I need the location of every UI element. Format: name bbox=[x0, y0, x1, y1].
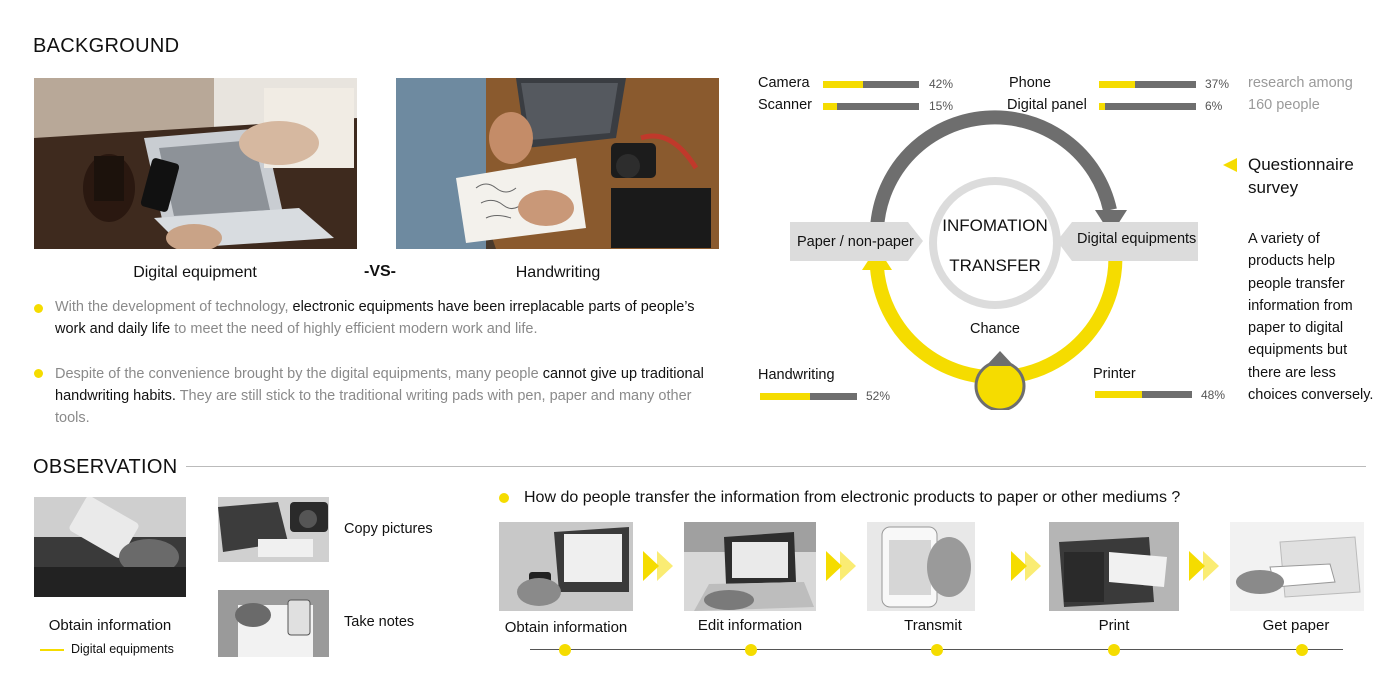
survey-title-1: Questionnaire bbox=[1248, 155, 1354, 174]
center-ring bbox=[933, 181, 1057, 305]
stat-label-phone: Phone bbox=[1009, 75, 1051, 91]
survey-pointer-icon bbox=[1222, 157, 1238, 173]
survey-line: there are less bbox=[1248, 364, 1336, 381]
survey-line: A variety of bbox=[1248, 231, 1320, 247]
digital-equipment-caption: Digital equipment bbox=[133, 264, 257, 281]
printer-stat-pct: 48% bbox=[1201, 388, 1226, 402]
survey-title-2: survey bbox=[1248, 178, 1299, 197]
background-paragraph-2 bbox=[55, 363, 715, 429]
chance-label: Chance bbox=[970, 321, 1020, 337]
handwriting-photo bbox=[396, 78, 719, 249]
survey-line: choices conversely. bbox=[1248, 387, 1374, 404]
stat-label-scanner: Scanner bbox=[758, 97, 813, 113]
handwriting-stat-bar bbox=[760, 393, 857, 400]
stat-bar-phone bbox=[1099, 81, 1196, 88]
printer-stat-bar bbox=[1095, 391, 1192, 398]
bullet-dot bbox=[34, 369, 43, 378]
survey-line: paper to digital bbox=[1248, 320, 1344, 337]
stat-pct-digital-panel: 6% bbox=[1205, 99, 1223, 113]
legend-line bbox=[40, 649, 64, 651]
step-label-get-paper: Get paper bbox=[1262, 617, 1330, 634]
digital-tag-label: Digital equipments bbox=[1077, 231, 1197, 247]
paragraph-highlight: cannot give up traditional handwriting habits. bbox=[55, 366, 704, 404]
bullet-dot bbox=[34, 304, 43, 313]
handwriting-stat-pct: 52% bbox=[866, 389, 891, 403]
handwriting-stat-label: Handwriting bbox=[758, 367, 835, 383]
copy-pictures-label: Copy pictures bbox=[344, 521, 433, 537]
step-arrow-icon bbox=[643, 551, 681, 581]
paragraph-text: Despite of the convenience brought by the digital equipments, many people bbox=[55, 366, 543, 382]
stat-label-digital-panel: Digital panel bbox=[1007, 97, 1087, 113]
take-notes-photo bbox=[218, 590, 329, 657]
timeline-dot bbox=[1108, 644, 1120, 656]
observation-divider bbox=[186, 466, 1366, 467]
paragraph-text: With the development of technology, bbox=[55, 299, 293, 315]
survey-line: products help bbox=[1248, 253, 1336, 270]
step-image-transmit bbox=[867, 522, 975, 611]
take-notes-label: Take notes bbox=[344, 614, 415, 630]
legend-label: Digital equipments bbox=[71, 642, 174, 656]
survey-line: information from bbox=[1248, 297, 1353, 314]
paragraph-highlight: electronic equipments have been irreplacable parts of people’s work and daily life bbox=[55, 299, 695, 337]
digital-equipment-photo bbox=[34, 78, 357, 249]
center-title-1: INFOMATION bbox=[942, 216, 1048, 235]
survey-line: equipments but bbox=[1248, 342, 1348, 359]
step-label-obtain: Obtain information bbox=[504, 619, 628, 636]
step-image-obtain bbox=[499, 522, 633, 611]
vs-label: -VS- bbox=[364, 263, 396, 280]
stat-label-camera: Camera bbox=[758, 75, 810, 91]
stat-pct-scanner: 15% bbox=[929, 99, 954, 113]
timeline-dot bbox=[931, 644, 943, 656]
stat-pct-phone: 37% bbox=[1205, 77, 1230, 91]
paragraph-text: to meet the need of highly efficient modern work and life. bbox=[170, 321, 538, 337]
obtain-caption: Obtain information bbox=[48, 617, 172, 634]
timeline-dot bbox=[559, 644, 571, 656]
stat-bar-scanner bbox=[823, 103, 919, 110]
stat-pct-camera: 42% bbox=[929, 77, 954, 91]
chance-pin-tip bbox=[986, 351, 1014, 366]
step-label-transmit: Transmit bbox=[904, 617, 962, 634]
stat-bar-camera bbox=[823, 81, 919, 88]
stat-bar-digital-panel bbox=[1099, 103, 1196, 110]
paper-tag-label: Paper / non-paper bbox=[797, 234, 914, 250]
step-label-edit: Edit information bbox=[697, 617, 803, 634]
center-title-2: TRANSFER bbox=[949, 256, 1041, 275]
step-label-print: Print bbox=[1098, 617, 1130, 634]
survey-line: people transfer bbox=[1248, 275, 1345, 292]
handwriting-caption: Handwriting bbox=[515, 264, 601, 281]
timeline-dot bbox=[1296, 644, 1308, 656]
obtain-photo bbox=[34, 497, 186, 597]
background-title: BACKGROUND bbox=[33, 35, 180, 57]
paragraph-text: They are still stick to the traditional writing pads with pen, paper and many other tools. bbox=[55, 388, 692, 426]
step-image-get-paper bbox=[1230, 522, 1364, 611]
background-paragraph-1 bbox=[55, 296, 715, 340]
step-arrow-icon bbox=[1011, 551, 1049, 581]
step-arrow-icon bbox=[826, 551, 864, 581]
step-arrow-icon bbox=[1189, 551, 1227, 581]
observation-title: OBSERVATION bbox=[33, 456, 178, 478]
research-line-1: research among bbox=[1248, 75, 1353, 91]
step-image-edit bbox=[684, 522, 816, 611]
copy-pictures-photo bbox=[218, 497, 329, 562]
observation-question: How do people transfer the information from electronic products to paper or other mediums ? bbox=[524, 489, 1181, 506]
survey-description bbox=[1248, 228, 1388, 406]
chance-pin bbox=[976, 362, 1024, 410]
step-image-print bbox=[1049, 522, 1179, 611]
research-line-2: 160 people bbox=[1248, 97, 1320, 113]
question-bullet bbox=[499, 493, 509, 503]
printer-stat-label: Printer bbox=[1093, 366, 1136, 382]
timeline-dot bbox=[745, 644, 757, 656]
